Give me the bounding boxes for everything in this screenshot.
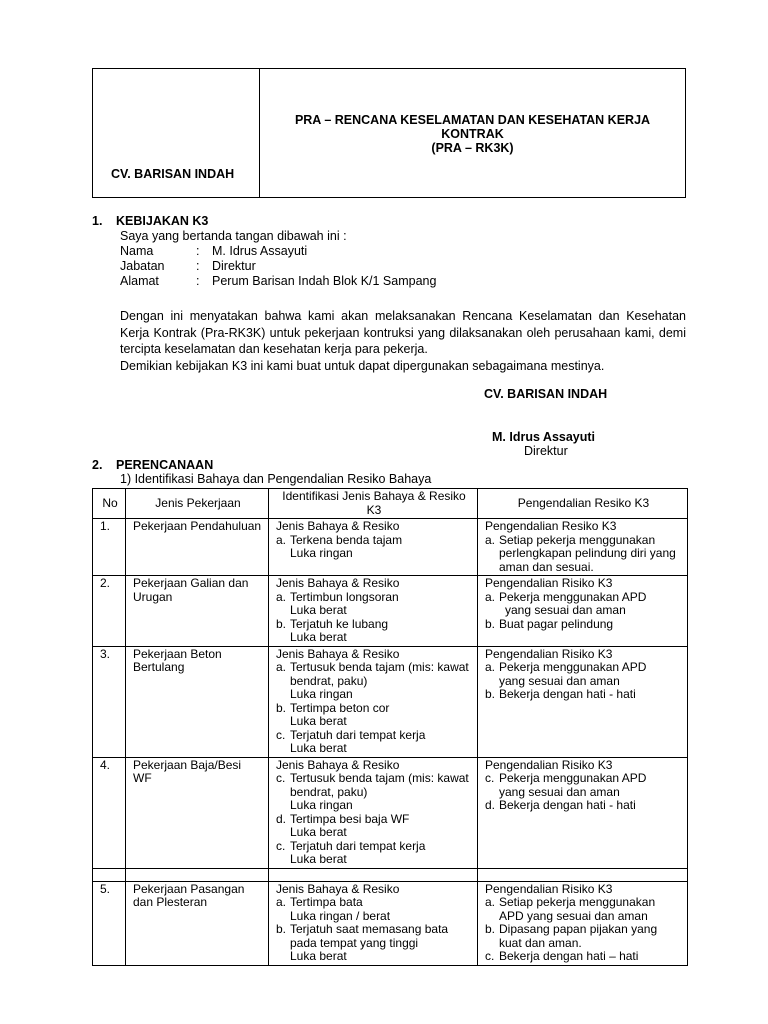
- hazard-risk: Luka ringan / berat: [290, 908, 391, 923]
- row-job: Pekerjaan Pasangan dan Plesteran: [126, 881, 269, 965]
- control-title: Pengendalian Risiko K3: [485, 576, 613, 590]
- signature-company: CV. BARISAN INDAH: [484, 387, 608, 401]
- hazard-text: Tertimpa beton cor: [290, 700, 390, 715]
- control-item: [485, 950, 682, 964]
- company-name: CV. BARISAN INDAH: [111, 167, 235, 181]
- hazard-text: Terkena benda tajam: [290, 532, 403, 547]
- list-marker: a.: [276, 589, 287, 604]
- row-no: 4.: [93, 757, 126, 868]
- section-number: 2.: [92, 458, 103, 472]
- hazard-risk: Luka berat: [290, 949, 347, 963]
- control-item: [485, 534, 682, 575]
- hazard-risk: Luka berat: [290, 603, 347, 617]
- list-marker: b.: [276, 616, 287, 631]
- list-marker: b.: [485, 616, 496, 631]
- hazard-item: [276, 534, 472, 548]
- list-marker: a.: [276, 895, 287, 909]
- control-title: Pengendalian Risiko K3: [485, 757, 613, 772]
- hazard-text: Tertusuk benda tajam (mis: kawat bendrat, paku): [290, 771, 469, 799]
- list-marker: b.: [485, 922, 496, 936]
- row-job: Pekerjaan Beton Bertulang: [126, 646, 269, 757]
- control-text: Bekerja dengan hati - hati: [499, 798, 636, 812]
- hazard-risk: Luka berat: [290, 714, 347, 728]
- field-value: Direktur: [212, 259, 256, 273]
- control-text-cont: yang sesuai dan aman: [499, 784, 620, 799]
- hazard-text: Tertusuk benda tajam (mis: kawat bendrat, paku): [290, 660, 469, 688]
- document-title-line2: KONTRAK: [441, 127, 504, 141]
- hazard-risk: Luka berat: [290, 630, 347, 644]
- list-marker: c.: [276, 838, 286, 853]
- row-controls: [478, 646, 688, 757]
- header-job: Jenis Pekerjaan: [126, 489, 269, 519]
- control-text-cont: yang sesuai dan aman: [499, 673, 620, 688]
- control-item: [485, 661, 682, 675]
- field-colon: :: [196, 274, 200, 288]
- hazard-text: Tertimpa bata: [290, 895, 363, 909]
- field-colon: :: [196, 244, 200, 258]
- signature-name: M. Idrus Assayuti: [492, 430, 596, 444]
- control-title: Pengendalian Risiko K3: [485, 646, 613, 661]
- hazard-item: [276, 772, 472, 799]
- control-text: Pekerja menggunakan APD: [499, 589, 647, 604]
- hazard-risk: Luka berat: [290, 852, 347, 866]
- identity-block: [120, 229, 436, 289]
- control-text: Pekerja menggunakan APD: [499, 660, 647, 674]
- document-title: PRA – RENCANA KESELAMATAN DAN KESEHATAN KERJA: [294, 113, 651, 127]
- field-colon: :: [196, 259, 200, 273]
- control-text: Setiap pekerja menggunakan APD yang sesuai dan aman: [499, 895, 656, 923]
- list-marker: d.: [276, 811, 287, 826]
- control-item: [485, 923, 682, 950]
- hazard-title: Jenis Bahaya & Resiko: [276, 519, 400, 533]
- field-value: Perum Barisan Indah Blok K/1 Sampang: [212, 274, 437, 288]
- hazard-risk: Luka ringan: [290, 546, 353, 560]
- row-job: Pekerjaan Pendahuluan: [126, 519, 269, 576]
- hazard-item: [276, 661, 472, 688]
- header-company-cell: [93, 69, 260, 197]
- row-controls: [478, 881, 688, 965]
- field-value: M. Idrus Assayuti: [212, 244, 308, 258]
- table-row: [93, 576, 688, 647]
- row-controls: [478, 576, 688, 647]
- control-item: [485, 688, 682, 702]
- hazard-risk: Luka ringan: [290, 798, 353, 812]
- hazard-text: Terjatuh ke lubang: [290, 616, 389, 631]
- hazard-text: Terjatuh dari tempat kerja: [290, 838, 426, 853]
- section-title: KEBIJAKAN K3: [116, 214, 209, 228]
- list-marker: a.: [276, 660, 287, 674]
- table-header-row: [93, 489, 688, 519]
- hazard-item: [276, 618, 472, 632]
- control-text: Pekerja menggunakan APD: [499, 771, 647, 785]
- list-marker: a.: [485, 660, 496, 674]
- hazard-item: [276, 896, 472, 910]
- document-title-abbrev: (PRA – RK3K): [431, 141, 514, 155]
- row-hazards: [269, 576, 478, 647]
- row-controls: [478, 757, 688, 868]
- row-hazards: [269, 881, 478, 965]
- table-row: [93, 519, 688, 576]
- row-no: 2.: [93, 576, 126, 647]
- row-hazards: [269, 519, 478, 576]
- control-text: Dipasang papan pijakan yang kuat dan aman.: [499, 922, 658, 950]
- list-marker: c.: [485, 771, 495, 785]
- table-row: [93, 646, 688, 757]
- list-marker: d.: [485, 798, 496, 812]
- list-marker: a.: [485, 895, 496, 909]
- control-title: Pengendalian Risiko K3: [485, 881, 613, 896]
- list-marker: b.: [276, 922, 287, 936]
- hazard-table: [92, 488, 688, 966]
- field-nama: [120, 244, 436, 259]
- hazard-text: Terjatuh dari tempat kerja: [290, 727, 426, 742]
- list-marker: c.: [276, 771, 286, 785]
- field-alamat: [120, 274, 436, 289]
- hazard-text: Terjatuh saat memasang bata pada tempat yang tinggi: [290, 922, 449, 950]
- table-spacer-row: [93, 868, 688, 881]
- hazard-item: [276, 923, 472, 950]
- control-title: Pengendalian Resiko K3: [485, 519, 617, 533]
- header-no: No: [93, 489, 126, 519]
- row-hazards: [269, 757, 478, 868]
- hazard-item: [276, 729, 472, 743]
- table-row: [93, 757, 688, 868]
- row-job: Pekerjaan Galian dan Urugan: [126, 576, 269, 647]
- section-title: PERENCANAAN: [116, 458, 214, 472]
- header-title-cell: [260, 69, 685, 197]
- list-marker: a.: [485, 589, 496, 604]
- document-header: [92, 68, 686, 198]
- list-marker: a.: [276, 532, 287, 547]
- row-job: Pekerjaan Baja/Besi WF: [126, 757, 269, 868]
- hazard-item: [276, 813, 472, 827]
- control-item: [485, 618, 682, 632]
- list-marker: c.: [276, 727, 286, 742]
- control-item: [485, 591, 682, 605]
- hazard-item: [276, 591, 472, 605]
- hazard-item: [276, 840, 472, 854]
- list-marker: a.: [485, 532, 496, 547]
- section-heading-kebijakan: [92, 214, 208, 228]
- row-controls: [478, 519, 688, 576]
- row-no: 3.: [93, 646, 126, 757]
- field-label: Alamat: [120, 274, 159, 288]
- header-hazard: Identifikasi Jenis Bahaya & Resiko K3: [269, 489, 478, 519]
- hazard-text: Tertimbun longsoran: [290, 589, 399, 604]
- row-no: 5.: [93, 881, 126, 965]
- row-hazards: [269, 646, 478, 757]
- section-heading-perencanaan: [92, 458, 213, 472]
- policy-statement: [120, 308, 686, 374]
- control-text-cont: yang sesuai dan aman: [505, 603, 626, 617]
- header-control: Pengendalian Resiko K3: [478, 489, 688, 519]
- control-item: [485, 772, 682, 786]
- hazard-title: Jenis Bahaya & Resiko: [276, 576, 400, 590]
- control-text: Bekerja dengan hati - hati: [499, 687, 636, 701]
- control-text: Buat pagar pelindung: [499, 616, 614, 631]
- hazard-risk: Luka ringan: [290, 687, 353, 701]
- field-label: Jabatan: [120, 259, 165, 273]
- control-item: [485, 896, 682, 923]
- control-text: Setiap pekerja menggunakan perlengkapan pelindung diri yang aman dan sesuai.: [499, 532, 676, 574]
- row-no: 1.: [93, 519, 126, 576]
- intro-text: Saya yang bertanda tangan dibawah ini :: [120, 229, 347, 243]
- section-subtitle: 1) Identifikasi Bahaya dan Pengendalian Resiko Bahaya: [120, 472, 432, 486]
- hazard-risk: Luka berat: [290, 741, 347, 755]
- hazard-title: Jenis Bahaya & Resiko: [276, 757, 400, 772]
- signature-role: Direktur: [524, 444, 568, 458]
- hazard-title: Jenis Bahaya & Resiko: [276, 646, 400, 661]
- section-number: 1.: [92, 214, 103, 228]
- list-marker: c.: [485, 949, 495, 963]
- table-row: [93, 881, 688, 965]
- policy-closing: Demikian kebijakan K3 ini kami buat untuk dapat dipergunakan sebagaimana mestinya.: [120, 358, 605, 373]
- hazard-text: Tertimpa besi baja WF: [290, 811, 410, 826]
- list-marker: b.: [276, 700, 287, 715]
- control-item: [485, 799, 682, 813]
- hazard-risk: Luka berat: [290, 825, 347, 839]
- policy-paragraph: Dengan ini menyatakan bahwa kami akan melaksanakan Rencana Keselamatan dan Kesehatan Kerja Kontrak (Pra-RK3K) untuk pekerjaan kontruksi yang dilaksanakan oleh perusahaan kami, demi tercipta keselamatan dan kesehatan kerja para pekerja.: [120, 309, 686, 356]
- control-text: Bekerja dengan hati – hati: [499, 949, 639, 963]
- list-marker: b.: [485, 687, 496, 701]
- hazard-title: Jenis Bahaya & Resiko: [276, 881, 400, 896]
- field-label: Nama: [120, 244, 154, 258]
- hazard-item: [276, 702, 472, 716]
- field-jabatan: [120, 259, 436, 274]
